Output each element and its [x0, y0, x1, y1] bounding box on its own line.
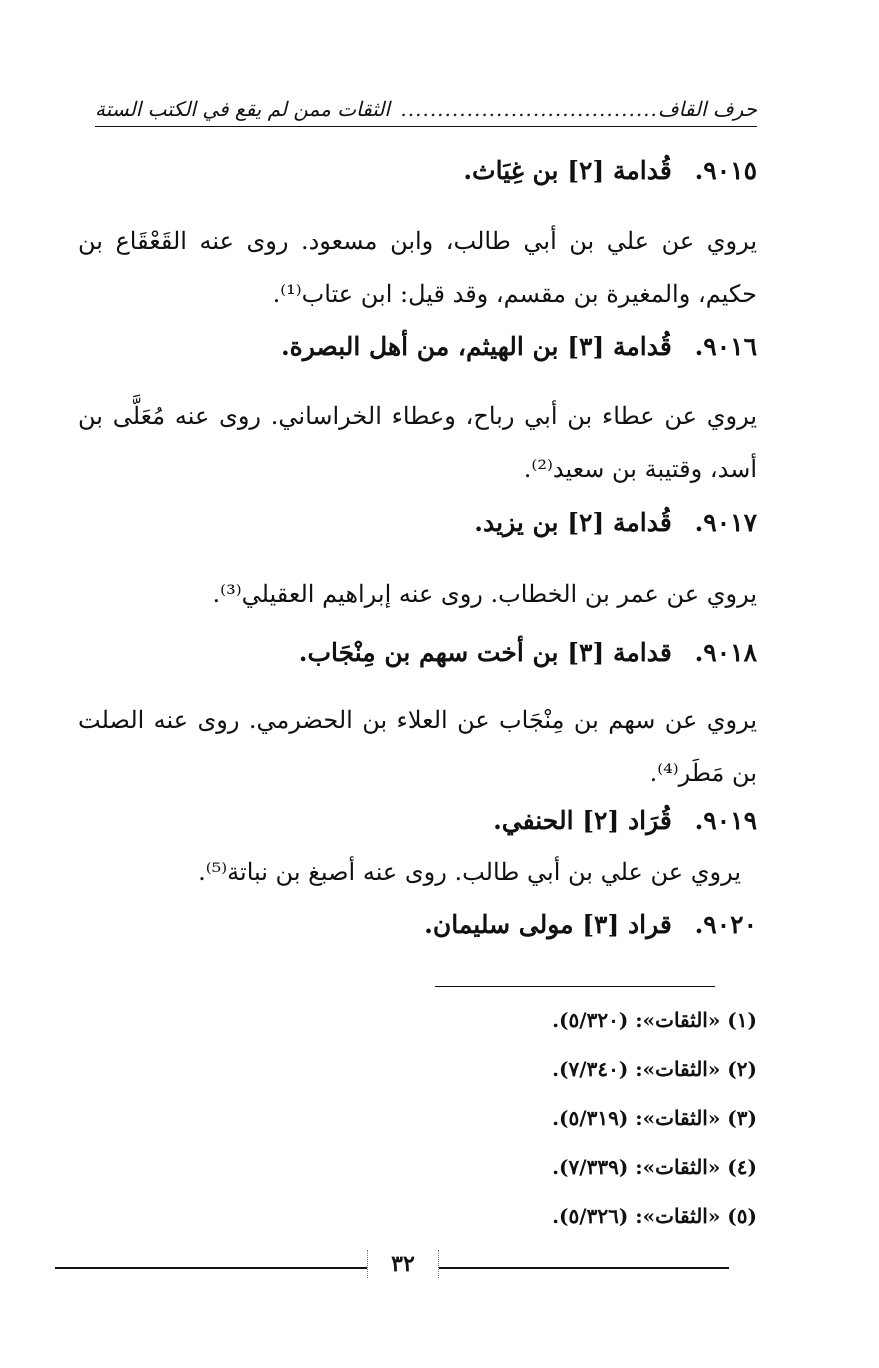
entry-title: قدامة [٣] بن أخت سهم بن مِنْجَاب.: [298, 638, 672, 667]
entry-heading: [95, 332, 757, 361]
footnote: (١) «الثقات»: (٥/٣٢٠).: [552, 1008, 757, 1032]
entry-number: ٩٠٢٠.: [694, 910, 757, 939]
entry-title: قُدامة [٢] بن غِيَاث.: [463, 156, 672, 185]
entry-title: قُرَاد [٢] الحنفي.: [493, 806, 672, 835]
entry-heading: [95, 910, 757, 939]
entry-number: ٩٠١٩.: [694, 806, 757, 835]
entry-heading: [95, 806, 757, 835]
entry-paragraph: يروي عن علي بن أبي طالب. روى عنه أصبغ بن نباتة⁽⁵⁾.: [198, 858, 741, 886]
entry-paragraph: يروي عن عطاء بن أبي رباح، وعطاء الخراساني. روى عنه مُعَلَّى بن أسد، وقتيبة بن سعيد⁽²⁾.: [78, 402, 757, 483]
header-book-title: الثقات ممن لم يقع في الكتب الستة: [95, 97, 390, 121]
entry-title: قراد [٣] مولى سليمان.: [424, 910, 672, 939]
footnote: (٤) «الثقات»: (٧/٣٣٩).: [552, 1155, 757, 1179]
entry-number: ٩٠١٦.: [694, 332, 757, 361]
entry-heading: [95, 508, 757, 537]
entry-title: قُدامة [٢] بن يزيد.: [474, 508, 672, 537]
entry-number: ٩٠١٥.: [694, 156, 757, 185]
page-number: ٣٢: [367, 1250, 439, 1278]
running-header: [95, 92, 757, 127]
page-footer: [55, 1250, 729, 1280]
footnote: (٣) «الثقات»: (٥/٣١٩).: [552, 1106, 757, 1130]
footnote: (٥) «الثقات»: (٥/٣٢٦).: [552, 1204, 757, 1228]
header-chapter: حرف القاف: [657, 97, 757, 121]
footnotes: [437, 1000, 757, 1245]
entry-heading: [95, 156, 757, 185]
footnote-separator: [435, 986, 715, 987]
header-dots: ...................................: [400, 97, 658, 121]
entry-title: قُدامة [٣] بن الهيثم، من أهل البصرة.: [280, 332, 672, 361]
entry-number: ٩٠١٧.: [694, 508, 757, 537]
entry-paragraph: يروي عن سهم بن مِنْجَاب عن العلاء بن الحضرمي. روى عنه الصلت بن مَطَر⁽⁴⁾.: [78, 706, 758, 787]
entry-paragraph: يروي عن عمر بن الخطاب. روى عنه إبراهيم العقيلي⁽³⁾.: [212, 580, 757, 608]
entry-number: ٩٠١٨.: [694, 638, 757, 667]
entry-paragraph: يروي عن علي بن أبي طالب، وابن مسعود. روى عنه القَعْقَاع بن حكيم، والمغيرة بن مقسم، وقد قيل: ابن عتاب⁽¹⁾.: [78, 227, 757, 308]
entry-heading: [95, 638, 757, 667]
footnote: (٢) «الثقات»: (٧/٣٤٠).: [552, 1057, 757, 1081]
